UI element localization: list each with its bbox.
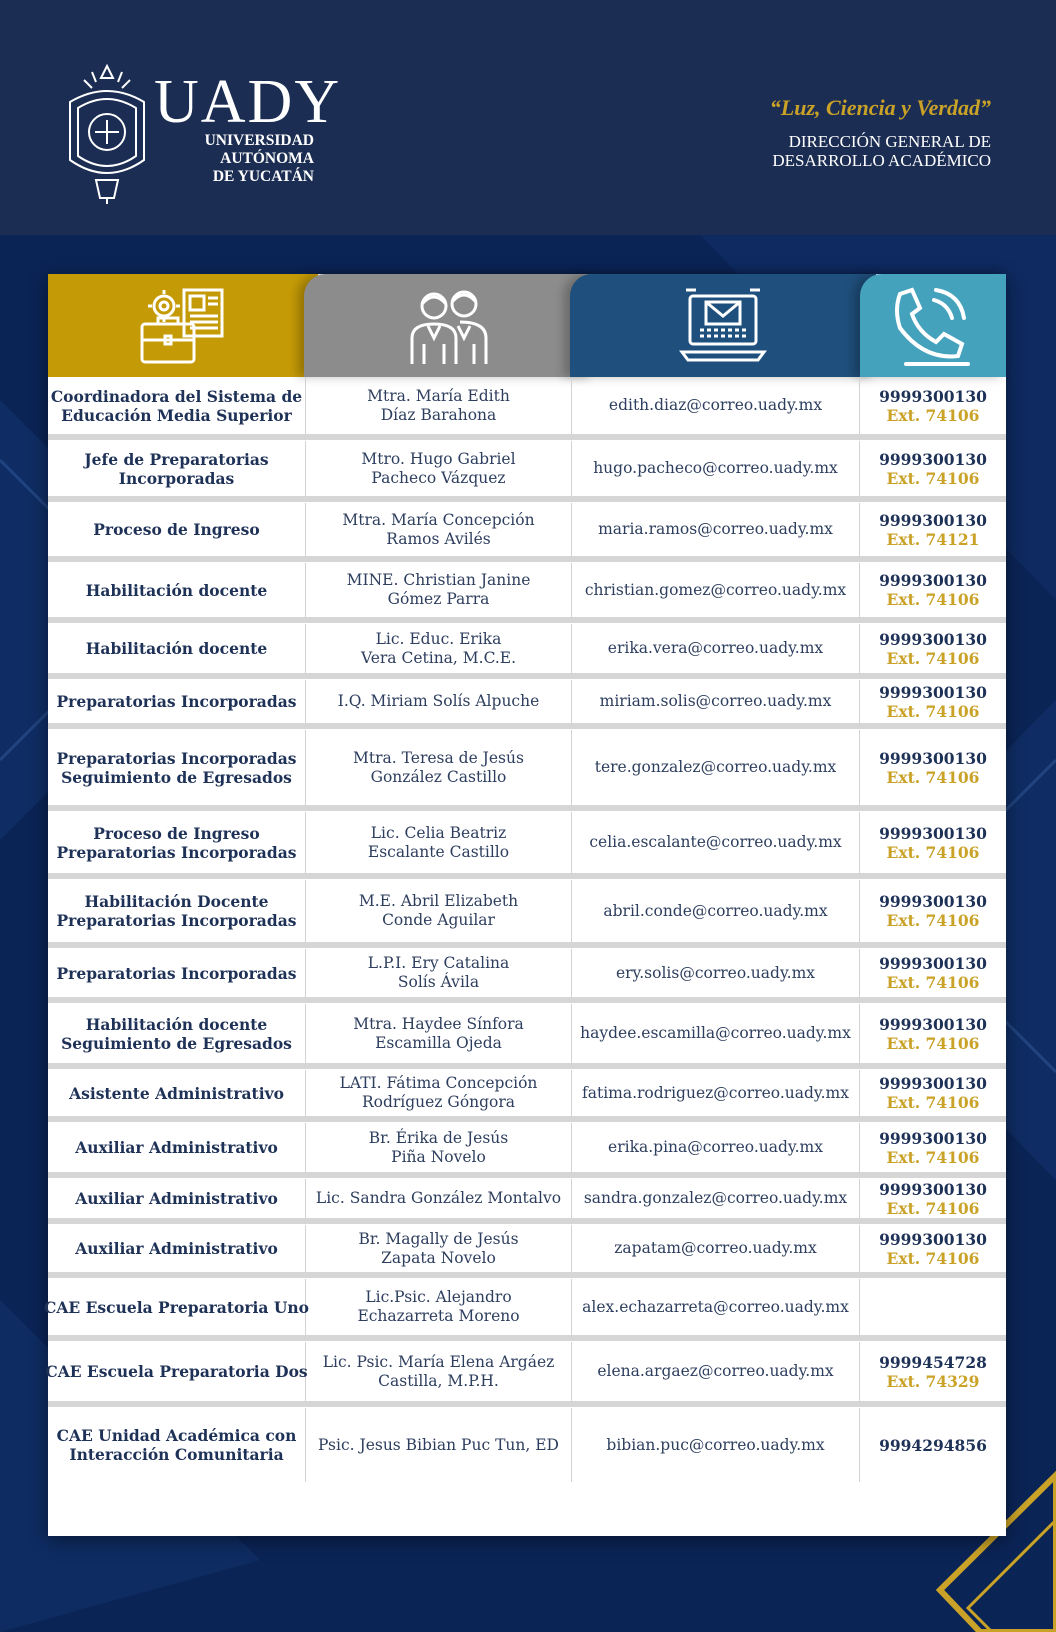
email-cell — [572, 1279, 860, 1335]
contact-name: González Castillo — [370, 767, 507, 786]
contact-name: Escamilla Ojeda — [375, 1033, 502, 1052]
area-cell — [48, 949, 306, 997]
phone-cell — [860, 377, 1006, 434]
table-row — [45, 1342, 1006, 1407]
area-text: Auxiliar Administrativo — [75, 1239, 278, 1258]
name-cell — [306, 1408, 572, 1482]
column-header-email — [570, 274, 876, 377]
contact-name: L.P.I. Ery Catalina — [367, 954, 510, 972]
name-cell — [306, 624, 572, 673]
contact-name: Echazarreta Moreno — [357, 1307, 520, 1325]
email-cell — [572, 1179, 860, 1218]
area-text: Educación Media Superior — [61, 405, 292, 425]
column-header-phone — [860, 274, 1006, 377]
phone-extension: Ext. 74106 — [886, 701, 980, 721]
table-row — [48, 812, 1006, 879]
phone-cell — [860, 1004, 1006, 1063]
area-text: Preparatorias Incorporadas — [56, 748, 297, 768]
university-name — [154, 132, 314, 186]
email-laptop-icon — [678, 286, 768, 366]
contact-name: Pacheco Vázquez — [371, 468, 506, 487]
area-cell — [48, 1225, 306, 1272]
contact-name: Ramos Avilés — [386, 529, 491, 548]
university-line-1: UNIVERSIDAD — [204, 132, 314, 149]
email-link[interactable]: hugo.pacheco@correo.uady.mx — [593, 459, 838, 477]
contact-name: LATI. Fátima Concepción — [339, 1074, 538, 1092]
area-text: Preparatorias Incorporadas — [56, 842, 297, 862]
contact-name: Castilla, M.P.H. — [378, 1371, 499, 1390]
name-cell — [306, 503, 572, 556]
area-cell — [48, 880, 306, 942]
phone-number[interactable]: 9999300130 — [879, 449, 987, 469]
contact-name: Mtra. María Concepción — [342, 510, 535, 529]
table-row — [48, 730, 1006, 811]
area-text: Proceso de Ingreso — [93, 520, 260, 539]
email-cell — [572, 441, 860, 496]
phone-number[interactable]: 9999300130 — [879, 1229, 987, 1249]
table-row — [48, 1070, 1006, 1122]
email-cell — [572, 1225, 860, 1272]
email-cell — [572, 1123, 860, 1172]
phone-cell — [860, 1070, 1006, 1116]
email-link[interactable]: alex.echazarreta@correo.uady.mx — [582, 1297, 849, 1316]
email-cell — [572, 377, 860, 434]
phone-extension: Ext. 74106 — [886, 842, 980, 862]
email-cell — [572, 1004, 860, 1063]
phone-extension: Ext. 74106 — [886, 1147, 980, 1167]
email-cell — [572, 949, 860, 997]
area-text: CAE Escuela Preparatoria Dos — [45, 1362, 308, 1381]
phone-cell — [860, 624, 1006, 673]
area-text: Preparatorias Incorporadas — [56, 692, 297, 711]
area-text: Jefe de Preparatorias — [84, 449, 269, 469]
area-text: Interacción Comunitaria — [69, 1445, 284, 1464]
email-link[interactable]: abril.conde@correo.uady.mx — [603, 901, 828, 920]
phone-extension: Ext. 74106 — [886, 1248, 980, 1268]
email-link[interactable]: edith.diaz@correo.uady.mx — [608, 396, 823, 414]
area-text: Coordinadora del Sistema de — [50, 386, 303, 406]
name-cell — [306, 880, 572, 942]
contact-name: I.Q. Miriam Solís Alpuche — [337, 692, 540, 710]
email-link[interactable]: miriam.solis@correo.uady.mx — [599, 692, 832, 710]
contact-name: Mtra. Teresa de Jesús — [353, 748, 524, 767]
table-row — [48, 503, 1006, 562]
area-cell — [48, 503, 306, 556]
area-text: Seguimiento de Egresados — [61, 1033, 292, 1053]
contact-name: Díaz Barahona — [380, 405, 497, 424]
phone-cell — [860, 1123, 1006, 1172]
contact-name: M.E. Abril Elizabeth — [358, 892, 519, 910]
university-line-2: AUTÓNOMA — [220, 150, 314, 167]
table-row — [44, 1279, 1006, 1341]
department-name — [772, 132, 991, 170]
phone-extension: Ext. 74106 — [886, 405, 980, 425]
contact-name: Mtro. Hugo Gabriel — [361, 449, 516, 468]
name-cell — [306, 949, 572, 997]
brand-title: UADY — [154, 68, 342, 136]
column-header-name — [304, 274, 594, 377]
phone-cell — [860, 680, 1006, 723]
people-icon — [404, 286, 494, 366]
phone-number[interactable]: 9999300130 — [879, 1179, 987, 1199]
table-row — [48, 624, 1006, 679]
area-text: Preparatorias Incorporadas — [56, 911, 297, 930]
contact-name: Lic. Celia Beatriz — [370, 823, 507, 842]
phone-number[interactable]: 9994294856 — [879, 1435, 987, 1455]
table-row — [48, 377, 1006, 440]
phone-number[interactable]: 9999300130 — [879, 386, 987, 406]
area-cell — [44, 1279, 309, 1335]
table-row — [48, 1408, 1006, 1482]
phone-number[interactable]: 9999300130 — [879, 1074, 987, 1093]
phone-extension: Ext. 74106 — [886, 590, 980, 609]
area-cell — [48, 441, 306, 496]
contact-name: Psic. Jesus Bibian Puc Tun, ED — [318, 1435, 559, 1454]
contact-name: Br. Érika de Jesús — [368, 1128, 509, 1147]
phone-cell — [860, 503, 1006, 556]
contact-name: Vera Cetina, M.C.E. — [360, 648, 517, 667]
area-cell — [48, 812, 306, 873]
email-link[interactable]: ery.solis@correo.uady.mx — [615, 963, 816, 982]
area-text: Habilitación docente — [85, 580, 268, 600]
area-text: Habilitación docente — [85, 639, 268, 658]
area-cell — [48, 1004, 306, 1063]
email-cell — [572, 880, 860, 942]
email-link[interactable]: erika.vera@correo.uady.mx — [607, 639, 824, 657]
phone-number[interactable]: 9999300130 — [879, 823, 987, 843]
phone-number[interactable]: 9999300130 — [879, 682, 987, 702]
name-cell — [306, 1279, 572, 1335]
phone-extension: Ext. 74106 — [886, 1198, 980, 1218]
area-text: CAE Escuela Preparatoria Uno — [44, 1297, 309, 1317]
phone-number[interactable]: 9999300130 — [879, 892, 987, 911]
area-text: CAE Unidad Académica con — [56, 1426, 297, 1445]
phone-extension: Ext. 74121 — [886, 529, 980, 549]
area-text: Auxiliar Administrativo — [75, 1189, 278, 1208]
email-cell — [572, 812, 860, 873]
email-link[interactable]: maria.ramos@correo.uady.mx — [598, 520, 833, 538]
phone-cell — [860, 441, 1006, 496]
name-cell — [306, 680, 572, 723]
table-row — [48, 680, 1006, 729]
contact-name: Br. Magally de Jesús — [358, 1229, 519, 1248]
table-row — [48, 1123, 1006, 1178]
table-row — [48, 949, 1006, 1003]
email-cell — [572, 1408, 860, 1482]
name-cell — [306, 730, 572, 805]
email-cell — [572, 503, 860, 556]
department-line-1: DIRECCIÓN GENERAL DE — [788, 132, 991, 151]
email-link[interactable]: haydee.escamilla@correo.uady.mx — [580, 1024, 851, 1042]
contact-name: Mtra. Haydee Sínfora — [353, 1014, 524, 1033]
contact-name: Rodríguez Góngora — [361, 1093, 516, 1111]
phone-cell — [860, 949, 1006, 997]
email-link[interactable]: bibian.puc@correo.uady.mx — [606, 1435, 825, 1454]
table-header — [48, 274, 1006, 377]
phone-cell — [860, 1225, 1006, 1272]
email-cell — [572, 680, 860, 723]
phone-extension: Ext. 74329 — [886, 1371, 980, 1391]
area-cell — [48, 730, 306, 805]
email-link[interactable]: celia.escalante@correo.uady.mx — [589, 833, 842, 851]
name-cell — [306, 1179, 572, 1218]
area-cell — [48, 1070, 306, 1116]
phone-number[interactable]: 9999300130 — [879, 748, 987, 768]
area-text: Auxiliar Administrativo — [75, 1138, 278, 1157]
name-cell — [306, 1070, 572, 1116]
contact-name: Gómez Parra — [387, 590, 490, 608]
table-row — [48, 441, 1006, 502]
email-link[interactable]: tere.gonzalez@correo.uady.mx — [594, 758, 837, 776]
area-text: Preparatorias Incorporadas — [56, 963, 297, 983]
email-link[interactable]: elena.argaez@correo.uady.mx — [597, 1362, 834, 1380]
area-cell — [45, 1342, 308, 1401]
area-text: Seguimiento de Egresados — [61, 767, 292, 787]
email-cell — [572, 624, 860, 673]
phone-number[interactable]: 9999300130 — [879, 1128, 987, 1148]
name-cell — [306, 1225, 572, 1272]
department-line-2: DESARROLLO ACADÉMICO — [772, 151, 991, 170]
contact-name: Solís Ávila — [397, 973, 480, 991]
phone-extension: Ext. 74106 — [886, 468, 980, 488]
name-cell — [306, 812, 572, 873]
name-cell — [306, 1004, 572, 1063]
contact-name: Piña Novelo — [391, 1147, 486, 1166]
table-row — [48, 880, 1006, 948]
phone-cell — [860, 1408, 1006, 1482]
phone-extension: Ext. 74106 — [886, 911, 980, 930]
name-cell — [306, 377, 572, 434]
email-link[interactable]: christian.gomez@correo.uady.mx — [584, 580, 847, 599]
phone-cell — [860, 563, 1006, 617]
contact-name: Conde Aguilar — [382, 911, 495, 929]
name-cell — [306, 1342, 572, 1401]
email-link[interactable]: zapatam@correo.uady.mx — [614, 1239, 817, 1257]
phone-extension: Ext. 74106 — [886, 648, 980, 668]
phone-number[interactable]: 9999454728 — [879, 1352, 987, 1372]
column-header-area — [48, 274, 318, 377]
area-cell — [48, 563, 306, 617]
table-row — [48, 563, 1006, 623]
motto: “Luz, Ciencia y Verdad” — [769, 95, 991, 120]
email-link[interactable]: sandra.gonzalez@correo.uady.mx — [583, 1189, 848, 1207]
area-cell — [48, 680, 306, 723]
area-text: Proceso de Ingreso — [93, 823, 260, 843]
email-link[interactable]: fatima.rodriguez@correo.uady.mx — [581, 1083, 849, 1102]
phone-extension: Ext. 74106 — [886, 973, 980, 992]
name-cell — [306, 1123, 572, 1172]
phone-extension: Ext. 74106 — [886, 1033, 980, 1053]
phone-extension: Ext. 74106 — [886, 1093, 980, 1112]
contact-name: Lic. Sandra González Montalvo — [315, 1189, 562, 1207]
contact-name: Mtra. María Edith — [367, 386, 510, 405]
directory-table — [44, 274, 1006, 1536]
name-cell — [306, 563, 572, 617]
phone-cell — [860, 1279, 1006, 1335]
university-seal-icon — [62, 62, 152, 207]
email-cell — [572, 1070, 860, 1116]
area-text: Habilitación Docente — [84, 892, 269, 911]
phone-number[interactable]: 9999300130 — [879, 629, 987, 649]
phone-number[interactable]: 9999300130 — [879, 1014, 987, 1034]
area-cell — [48, 1123, 306, 1172]
phone-cell — [860, 1179, 1006, 1218]
email-cell — [572, 563, 860, 617]
university-line-3: DE YUCATÁN — [212, 168, 314, 185]
email-link[interactable]: erika.pina@correo.uady.mx — [608, 1138, 823, 1156]
table-row — [48, 1004, 1006, 1069]
contact-name: Zapata Novelo — [381, 1248, 496, 1267]
email-cell — [572, 1342, 860, 1401]
contact-name: Escalante Castillo — [367, 842, 510, 861]
phone-icon — [888, 284, 978, 368]
contact-name: MINE. Christian Janine — [346, 571, 531, 589]
contact-name: Lic. Psic. María Elena Argáez — [322, 1352, 555, 1371]
area-text: Habilitación docente — [85, 1014, 268, 1034]
contact-name: Lic. Educ. Erika — [375, 629, 502, 648]
area-cell — [48, 624, 306, 673]
phone-cell — [860, 1342, 1006, 1401]
table-row — [48, 1225, 1006, 1278]
name-cell — [306, 441, 572, 496]
area-cell — [48, 1408, 306, 1482]
email-cell — [572, 730, 860, 805]
work-area-icon — [138, 284, 228, 368]
table-row — [48, 1179, 1006, 1224]
phone-cell — [860, 880, 1006, 942]
contact-name: Lic.Psic. Alejandro — [365, 1288, 512, 1306]
phone-cell — [860, 730, 1006, 805]
brand-block — [154, 68, 342, 185]
area-cell — [48, 377, 306, 434]
phone-cell — [860, 812, 1006, 873]
page-header — [0, 0, 1056, 235]
phone-number[interactable]: 9999300130 — [879, 571, 987, 590]
phone-number[interactable]: 9999300130 — [879, 510, 987, 530]
phone-number[interactable]: 9999300130 — [879, 954, 987, 973]
phone-extension: Ext. 74106 — [886, 767, 980, 787]
area-text: Asistente Administrativo — [69, 1083, 284, 1103]
area-text: Incorporadas — [118, 468, 235, 488]
area-cell — [48, 1179, 306, 1218]
